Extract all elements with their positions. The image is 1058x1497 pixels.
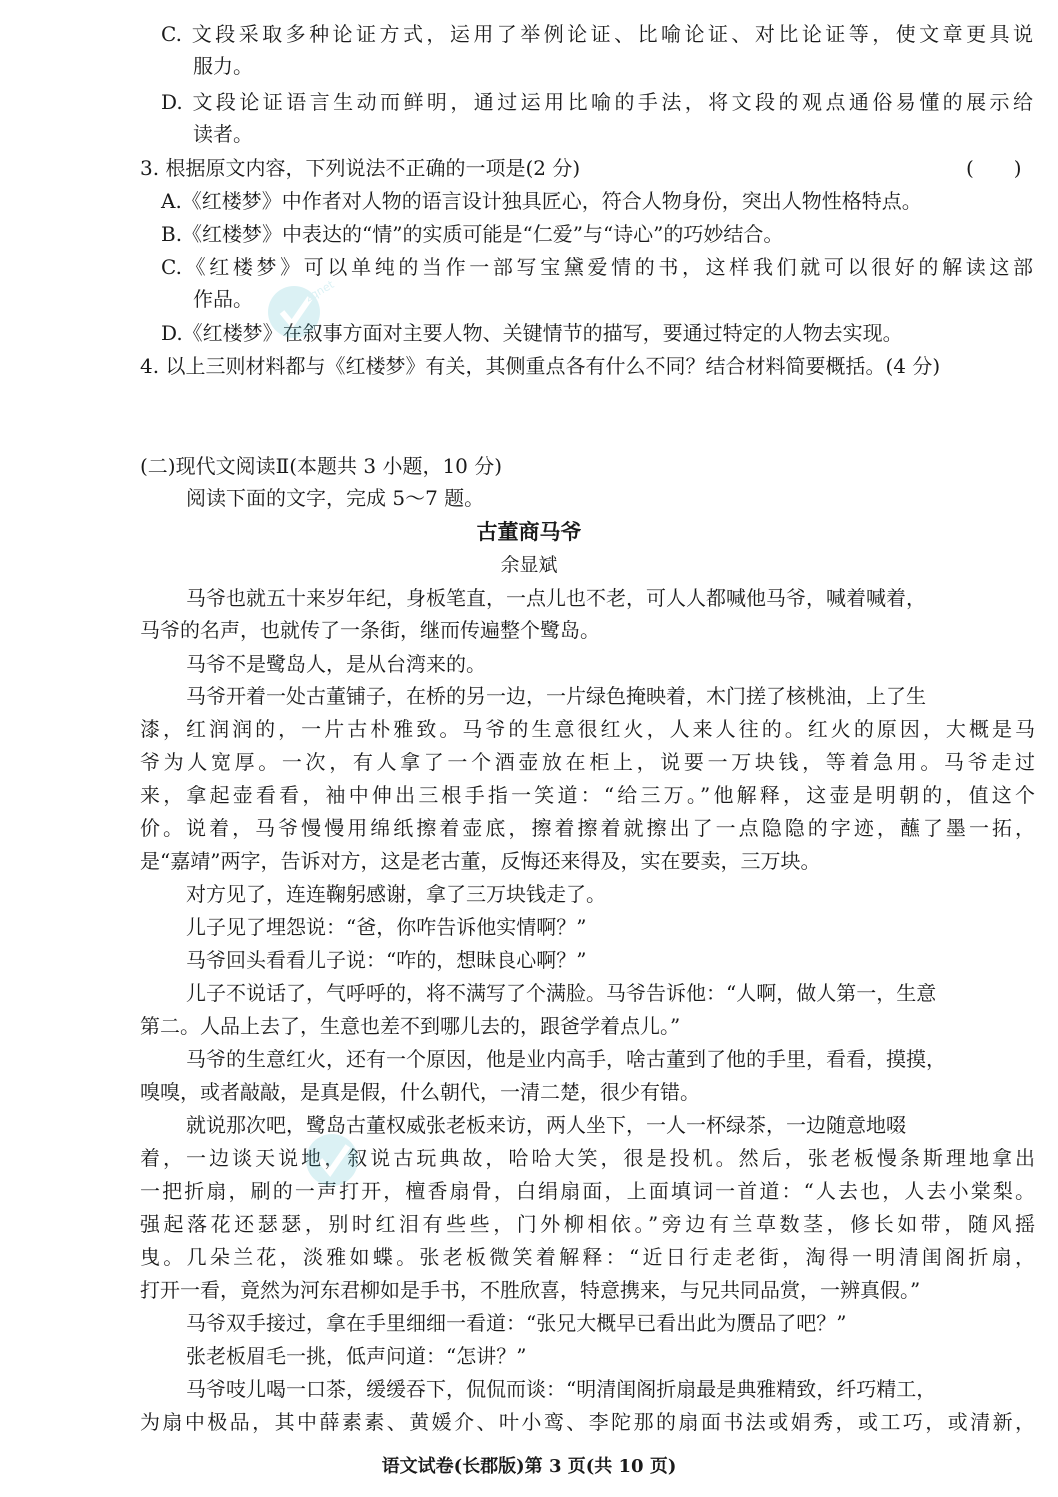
story-author: 余显斌 — [500, 554, 558, 576]
option-d-prev: D. 文段论证语言生动而鲜明，通过运用比喻的手法，将文段的观点通俗易懂的展示给 — [161, 90, 1033, 114]
story-line: 强起落花还瑟瑟，别时红泪有些些，门外柳相依。”旁边有兰草数茎，修长如带，随风摇 — [140, 1212, 1035, 1236]
question-4-stem: 4. 以上三则材料都与《红楼梦》有关，其侧重点各有什么不同？结合材料简要概括。(4 分) — [140, 354, 941, 378]
story-line: 着，一边谈天说地，叙说古玩典故，哈哈大笑，很是投机。然后，张老板慢条斯理地拿出 — [140, 1146, 1035, 1170]
story-line: 马爷的生意红火，还有一个原因，他是业内高手，啥古董到了他的手里，看看，摸摸， — [186, 1047, 946, 1071]
story-line: 价。说着，马爷慢慢用绵纸擦着壶底，擦着擦着就擦出了一点隐隐的字迹，蘸了墨一拓， — [140, 816, 1035, 840]
story-line: 就说那次吧，鹭岛古董权威张老板来访，两人坐下，一人一杯绿茶，一边随意地啜 — [186, 1113, 906, 1137]
q3-option-c: C.《红楼梦》可以单纯的当作一部写宝黛爱情的书，这样我们就可以很好的解读这部 — [161, 255, 1033, 279]
watermark-logo-2 — [300, 1120, 380, 1200]
story-line: 为扇中极品，其中薛素素、黄媛介、叶小鸾、李陀那的扇面书法或娟秀，或工巧，或清新， — [140, 1410, 1035, 1434]
story-line: 是“嘉靖”两字，告诉对方，这是老古董，反悔还来得及，实在要卖，三万块。 — [140, 849, 821, 873]
story-line: 曳。几朵兰花，淡雅如蝶。张老板微笑着解释：“近日行走老街，淘得一明清闺阁折扇， — [140, 1245, 1035, 1269]
q3-option-c-cont: 作品。 — [193, 287, 253, 311]
story-line: 儿子见了埋怨说：“爸，你咋告诉他实情啊？” — [186, 915, 587, 939]
question-3-stem: 3. 根据原文内容，下列说法不正确的一项是(2 分) — [140, 156, 581, 180]
story-line: 漆，红润润的，一片古朴雅致。马爷的生意很红火，人来人往的。红火的原因，大概是马 — [140, 717, 1035, 741]
story-line: 儿子不说话了，气呼呼的，将不满写了个满脸。马爷告诉他：“人啊，做人第一，生意 — [186, 981, 937, 1005]
watermark-text: zqnet — [303, 277, 337, 305]
story-line: 打开一看，竟然为河东君柳如是手书，不胜欣喜，特意携来，与兄共同品赏，一辨真假。” — [140, 1278, 921, 1302]
story-line: 对方见了，连连鞠躬感谢，拿了三万块钱走了。 — [186, 882, 606, 906]
story-title: 古董商马爷 — [476, 519, 582, 544]
section-2-instruction: 阅读下面的文字，完成 5～7 题。 — [186, 486, 485, 510]
option-c-prev: C. 文段采取多种论证方式，运用了举例论证、比喻论证、对比论证等，使文章更具说 — [161, 22, 1033, 46]
story-line: 马爷双手接过，拿在手里细细一看道：“张兄大概早已看出此为赝品了吧？” — [186, 1311, 847, 1335]
story-line: 爷为人宽厚。一次，有人拿了一个酒壶放在柜上，说要一万块钱，等着急用。马爷走过 — [140, 750, 1035, 774]
story-line: 嗅嗅，或者敲敲，是真是假，什么朝代，一清二楚，很少有错。 — [140, 1080, 700, 1104]
story-line: 马爷开着一处古董铺子，在桥的另一边，一片绿色掩映着，木门搓了核桃油，上了生 — [186, 684, 926, 708]
q3-option-b: B.《红楼梦》中表达的“情”的实质可能是“仁爱”与“诗心”的巧妙结合。 — [161, 222, 784, 246]
story-line: 来，拿起壶看看，袖中伸出三根手指一笑道：“给三万。”他解释，这壶是明朝的，值这个 — [140, 783, 1035, 807]
story-line: 马爷回头看看儿子说：“咋的，想昧良心啊？” — [186, 948, 587, 972]
q3-option-d: D.《红楼梦》在叙事方面对主要人物、关键情节的描写，要通过特定的人物去实现。 — [161, 321, 903, 345]
page-footer: 语文试卷(长郡版)第 3 页(共 10 页) — [381, 1456, 677, 1477]
story-line: 马爷的名声，也就传了一条街，继而传遍整个鹭岛。 — [140, 618, 600, 642]
story-line: 马爷不是鹭岛人，是从台湾来的。 — [186, 652, 486, 676]
section-2-heading: (二)现代文阅读Ⅱ(本题共 3 小题，10 分) — [140, 454, 503, 478]
story-line: 马爷也就五十来岁年纪，身板笔直，一点儿也不老，可人人都喊他马爷，喊着喊着， — [186, 586, 926, 610]
story-line: 第二。人品上去了，生意也差不到哪儿去的，跟爸学着点儿。” — [140, 1014, 681, 1038]
answer-paren: ( ) — [966, 156, 1022, 180]
option-d-prev-cont: 读者。 — [193, 122, 253, 146]
story-line: 一把折扇，刷的一声打开，檀香扇骨，白绢扇面，上面填词一首道：“人去也，人去小棠梨。 — [140, 1179, 1035, 1203]
story-line: 张老板眉毛一挑，低声问道：“怎讲？” — [186, 1344, 527, 1368]
watermark-logo — [262, 272, 342, 352]
option-c-prev-cont: 服力。 — [193, 54, 253, 78]
story-line: 马爷吱儿喝一口茶，缓缓吞下，侃侃而谈：“明清闺阁折扇最是典雅精致，纤巧精工， — [186, 1377, 937, 1401]
q3-option-a: A.《红楼梦》中作者对人物的语言设计独具匠心，符合人物身份，突出人物性格特点。 — [161, 189, 922, 213]
